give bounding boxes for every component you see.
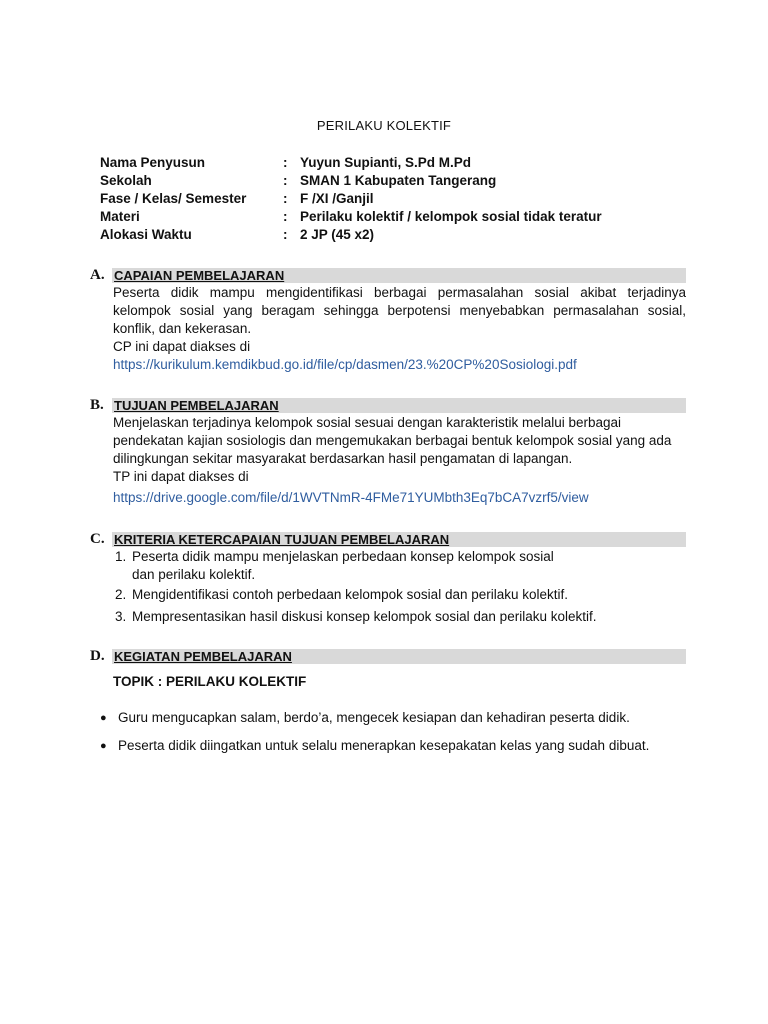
bullet-icon: ●: [100, 712, 107, 724]
access-note: TP ini dapat diakses di: [113, 469, 249, 484]
section-paragraph: Peserta didik mampu mengidentifikasi berbagai permasalahan sosial akibat terjadinya kelompok sosial yang beragam sehingga berpotensi menyebabkan permasalahan sosial, konflik, dan kekerasan.: [113, 285, 686, 336]
tp-link[interactable]: https://drive.google.com/file/d/1WVTNmR-4FMe71YUMbth3Eq7bCA7vzrf5/view: [113, 490, 589, 505]
list-item-text: Peserta didik diingatkan untuk selalu menerapkan kesepakatan kelas yang sudah dibuat.: [118, 738, 650, 753]
info-value: Yuyun Supianti, S.Pd M.Pd: [300, 155, 472, 170]
section-heading: [90, 648, 686, 665]
section-kegiatan: [90, 648, 686, 665]
section-title: KRITERIA KETERCAPAIAN TUJUAN PEMBELAJARAN: [112, 532, 686, 547]
section-letter: B.: [90, 397, 104, 413]
section-heading: [90, 267, 686, 284]
section-title: TUJUAN PEMBELAJARAN: [112, 398, 686, 413]
info-colon: :: [283, 209, 288, 224]
info-label: Materi: [100, 209, 140, 224]
section-kriteria: [90, 531, 686, 626]
info-label: Nama Penyusun: [100, 155, 206, 170]
criteria-item: 1. Peserta didik mampu menjelaskan perbedaan konsep kelompok sosial dan perilaku kolektif.: [130, 548, 572, 584]
info-colon: :: [283, 191, 288, 206]
section-heading: [90, 397, 686, 414]
access-note: CP ini dapat diakses di: [113, 339, 251, 354]
section-letter: D.: [90, 648, 105, 664]
section-paragraph: Menjelaskan terjadinya kelompok sosial sesuai dengan karakteristik melalui berbagai pendekatan kajian sosiologis dan mengemukakan berbagai bentuk kelompok sosial yang ada dilingkungan sekitar masyarakat berdasarkan hasil pengamatan di lapangan.: [113, 415, 672, 466]
list-item-text: Guru mengucapkan salam, berdo’a, mengecek kesiapan dan kehadiran peserta didik.: [118, 710, 630, 725]
info-row: [100, 154, 602, 172]
section-letter: A.: [90, 267, 105, 283]
info-value: 2 JP (45 x2): [300, 227, 375, 242]
activity-list: [100, 708, 649, 764]
info-row: [100, 208, 602, 226]
topic-heading: TOPIK : PERILAKU KOLEKTIF: [113, 674, 307, 689]
info-value: Perilaku kolektif / kelompok sosial tidak teratur: [300, 209, 602, 224]
section-capaian: [90, 267, 686, 374]
info-row: [100, 190, 602, 208]
section-tujuan: [90, 397, 686, 507]
section-title: CAPAIAN PEMBELAJARAN: [112, 268, 686, 283]
info-value: SMAN 1 Kabupaten Tangerang: [300, 173, 497, 188]
criteria-item: 2. Mengidentifikasi contoh perbedaan kelompok sosial dan perilaku kolektif.: [130, 586, 686, 604]
section-letter: C.: [90, 531, 105, 547]
list-item: [100, 736, 649, 764]
info-colon: :: [283, 227, 288, 242]
criteria-item: 3. Mempresentasikan hasil diskusi konsep kelompok sosial dan perilaku kolektif.: [130, 608, 686, 626]
info-colon: :: [283, 155, 288, 170]
info-label: Alokasi Waktu: [100, 227, 192, 242]
bullet-icon: ●: [100, 740, 107, 752]
identity-block: [100, 154, 602, 244]
info-value: F /XI /Ganjil: [300, 191, 374, 206]
info-label: Fase / Kelas/ Semester: [100, 191, 247, 206]
info-label: Sekolah: [100, 173, 152, 188]
list-item: [100, 708, 649, 736]
cp-link[interactable]: https://kurikulum.kemdikbud.go.id/file/cp/dasmen/23.%20CP%20Sosiologi.pdf: [113, 357, 577, 372]
section-title: KEGIATAN PEMBELAJARAN: [112, 649, 686, 664]
section-heading: [90, 531, 686, 548]
info-colon: :: [283, 173, 288, 188]
info-row: [100, 226, 602, 244]
info-row: [100, 172, 602, 190]
document-title: PERILAKU KOLEKTIF: [316, 118, 452, 133]
criteria-list: [90, 548, 686, 626]
